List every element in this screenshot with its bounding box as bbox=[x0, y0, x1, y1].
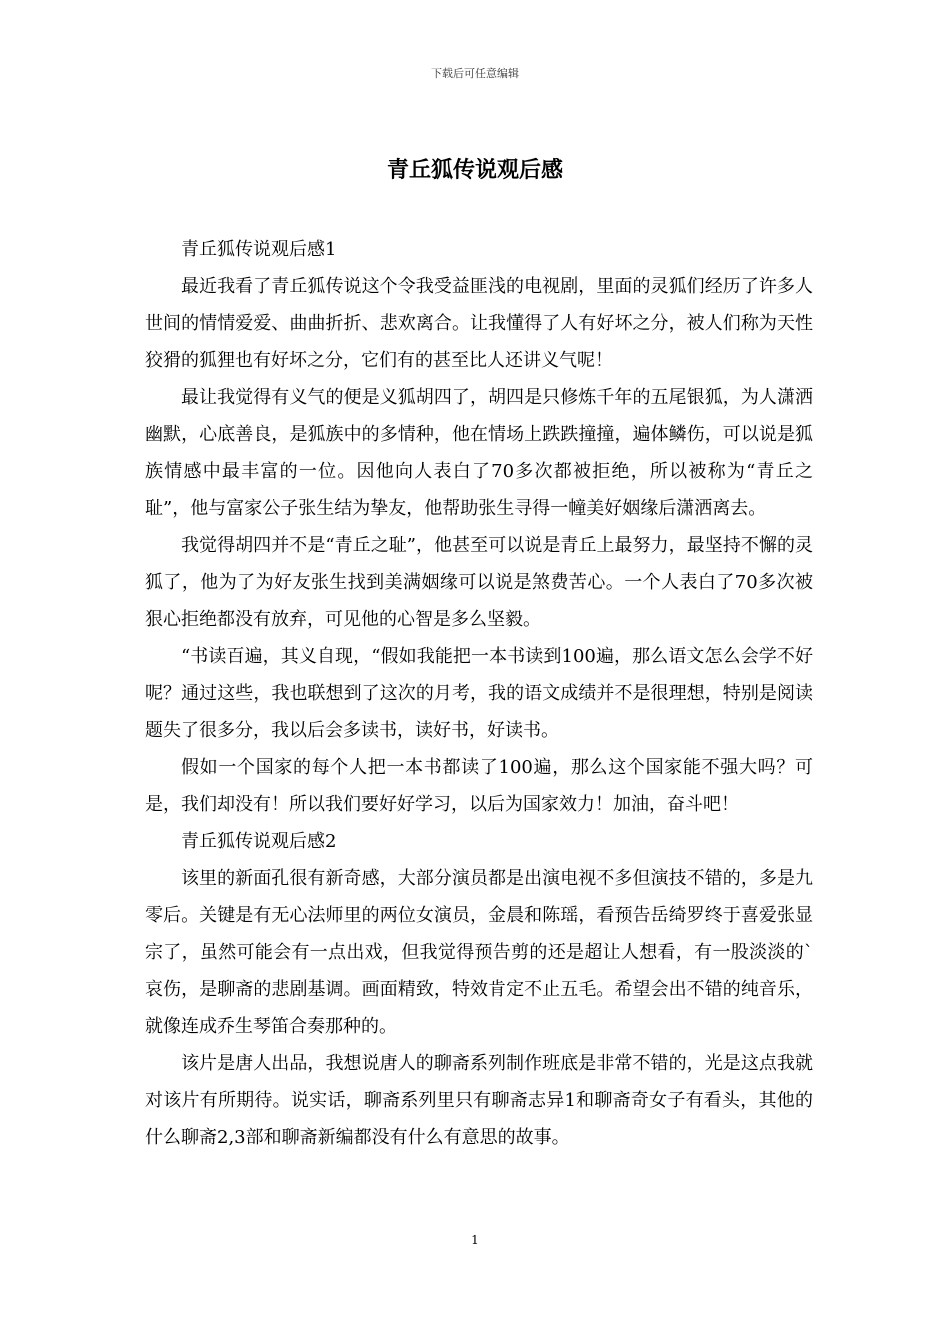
page-number: 1 bbox=[471, 1233, 479, 1247]
paragraph: 最近我看了青丘狐传说这个令我受益匪浅的电视剧，里面的灵狐们经历了许多人世间的情情爱爱、曲曲折折、悲欢离合。让我懂得了人有好坏之分，被人们称为天性狡猾的狐狸也有好坏之分，它们有的甚至比人还讲义气呢！ bbox=[145, 276, 813, 371]
paragraph: 假如一个国家的每个人把一本书都读了100遍，那么这个国家能不强大吗？可是，我们却没有！所以我们要好好学习，以后为国家效力！加油，奋斗吧！ bbox=[145, 757, 813, 815]
page-title: 青丘狐传说观后感 bbox=[386, 157, 563, 183]
document-body bbox=[145, 231, 813, 1156]
paragraph: 最让我觉得有义气的便是义狐胡四了，胡四是只修炼千年的五尾银狐，为人潇洒幽默，心底善良，是狐族中的多情种，他在情场上跌跌撞撞，遍体鳞伤，可以说是狐族情感中最丰富的一位。因他向人表白了70多次都被拒绝，所以被称为“青丘之耻”，他与富家公子张生结为挚友，他帮助张生寻得一幢美好姻缘后潇洒离去。 bbox=[145, 387, 813, 519]
header-note: 下载后可任意编辑 bbox=[431, 67, 519, 80]
section-heading-1: 青丘狐传说观后感1 bbox=[181, 239, 337, 260]
paragraph: “书读百遍，其义自现，“假如我能把一本书读到100遍，那么语文怎么会学不好呢？通过这些，我也联想到了这次的月考，我的语文成绩并不是很理想，特别是阅读题失了很多分，我以后会多读书，读好书，好读书。 bbox=[145, 646, 813, 741]
paragraph: 该里的新面孔很有新奇感，大部分演员都是出演电视不多但演技不错的，多是九零后。关键是有无心法师里的两位女演员，金晨和陈瑶，看预告岳绮罗终于喜爱张显宗了，虽然可能会有一点出戏，但我觉得预告剪的还是超让人想看，有一股淡淡的`哀伤，是聊斋的悲剧基调。画面精致，特效肯定不止五毛。希望会出不错的纯音乐，就像连成乔生琴笛合奏那种的。 bbox=[145, 868, 813, 1037]
section-heading-2: 青丘狐传说观后感2 bbox=[181, 831, 337, 852]
paragraph: 我觉得胡四并不是“青丘之耻”，他甚至可以说是青丘上最努力，最坚持不懈的灵狐了，他为了为好友张生找到美满姻缘可以说是煞费苦心。一个人表白了70多次被狠心拒绝都没有放弃，可见他的心智是多么坚毅。 bbox=[145, 535, 813, 630]
paragraph: 该片是唐人出品，我想说唐人的聊斋系列制作班底是非常不错的，光是这点我就对该片有所期待。说实话，聊斋系列里只有聊斋志异1和聊斋奇女子有看头，其他的什么聊斋2,3部和聊斋新编都没有什么有意思的故事。 bbox=[145, 1053, 813, 1148]
